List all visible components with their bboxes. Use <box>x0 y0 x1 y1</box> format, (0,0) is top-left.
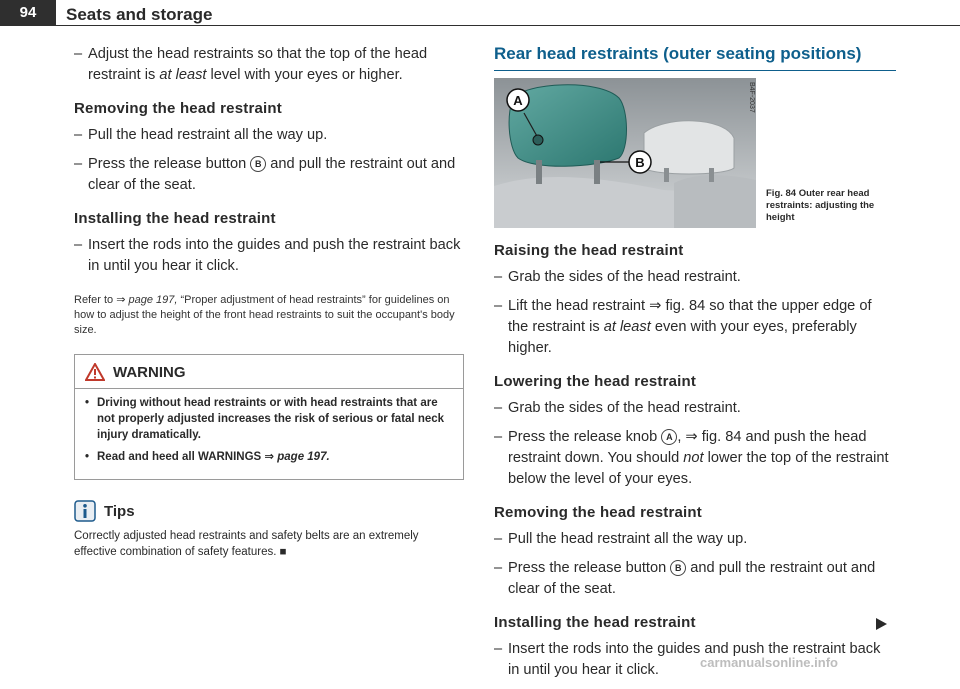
list-item: – Press the release button B and pull the restraint out and clear of the seat. <box>494 558 894 600</box>
page-title: Seats and storage <box>66 5 213 24</box>
warning-header <box>75 355 463 389</box>
figure-block <box>494 78 896 228</box>
right-column <box>494 44 894 689</box>
figure-label-b: B <box>635 155 645 170</box>
end-marker-icon: ■ <box>279 546 287 558</box>
figure-ref[interactable]: ⇒ fig. 84 so that the upper edge of the restraint is <box>508 298 872 335</box>
page-number: 94 <box>0 0 56 26</box>
installing-heading: Installing the head restraint <box>74 210 276 227</box>
intro-bullet: – Adjust the head restraints so that the top of the head restraint is at least level with your eyes or higher. <box>74 44 464 86</box>
list-item: – Lift the head restraint ⇒ fig. 84 so that the upper edge of the restraint is at least even with your eyes, preferably higher. <box>494 296 894 359</box>
callout-b-icon: B <box>250 156 266 172</box>
list-item: – Insert the rods into the guides and push the restraint back in until you hear it click. <box>494 639 894 681</box>
warning-triangle-icon <box>85 363 105 381</box>
figure-code: B4F-2037 <box>748 82 755 113</box>
installing-heading: Installing the head restraint <box>494 614 696 631</box>
callout-a-icon: A <box>661 429 677 445</box>
figure-label-a: A <box>513 93 523 108</box>
removing-heading: Removing the head restraint <box>74 100 282 117</box>
list-item: – Press the release button B and pull the restraint out and clear of the seat. <box>74 154 464 196</box>
warning-box <box>74 354 464 480</box>
raising-heading: Raising the head restraint <box>494 242 684 259</box>
warning-body <box>75 389 463 479</box>
page-link[interactable]: ⇒ page 197, <box>116 294 178 306</box>
watermark: carmanualsonline.info <box>700 655 838 670</box>
callout-b-icon: B <box>670 560 686 576</box>
list-item: – Grab the sides of the head restraint. <box>494 267 894 288</box>
warning-item: • Read and heed all WARNINGS ⇒ page 197. <box>85 449 453 465</box>
tips-title: Tips <box>104 502 135 520</box>
list-item: – Grab the sides of the head restraint. <box>494 398 894 419</box>
warning-title: WARNING <box>113 363 186 381</box>
list-item: – Insert the rods into the guides and push the restraint back in until you hear it click. <box>74 235 464 277</box>
figure-ref[interactable]: , ⇒ fig. 84 and push the head restraint down. You should <box>508 429 867 466</box>
list-item: – Pull the head restraint all the way up. <box>494 529 894 550</box>
header-divider <box>56 25 960 26</box>
tips-text: Correctly adjusted head restraints and safety belts are an extremely effective combination of safety features. ■ <box>74 530 419 558</box>
head-restraint-illustration <box>494 78 756 228</box>
lowering-heading: Lowering the head restraint <box>494 373 697 390</box>
list-item: – Press the release knob A , ⇒ fig. 84 and push the head restraint down. You should not lower the top of the restraint below the level of your eyes. <box>494 427 894 490</box>
left-column <box>74 44 464 560</box>
page-link[interactable]: ⇒ page 197. <box>264 451 330 463</box>
tips-header <box>74 500 464 522</box>
page-header <box>0 0 960 30</box>
figure-caption: Fig. 84 Outer rear head restraints: adjusting the height <box>766 188 875 223</box>
info-icon <box>74 500 96 522</box>
removing-heading: Removing the head restraint <box>494 504 702 521</box>
list-item: – Pull the head restraint all the way up. <box>74 125 464 146</box>
warning-item: • Driving without head restraints or with head restraints that are not properly adjusted increases the risk of serious or fatal neck injury dramatically. <box>85 395 453 443</box>
section-divider <box>494 70 896 71</box>
continue-arrow-icon[interactable] <box>874 617 888 631</box>
refer-note: Refer to ⇒ page 197, “Proper adjustment of head restraints” for guidelines on how to adjust the height of the front head restraints to suit the occupant's body size. <box>74 294 455 336</box>
section-title: Rear head restraints (outer seating positions) <box>494 44 862 63</box>
